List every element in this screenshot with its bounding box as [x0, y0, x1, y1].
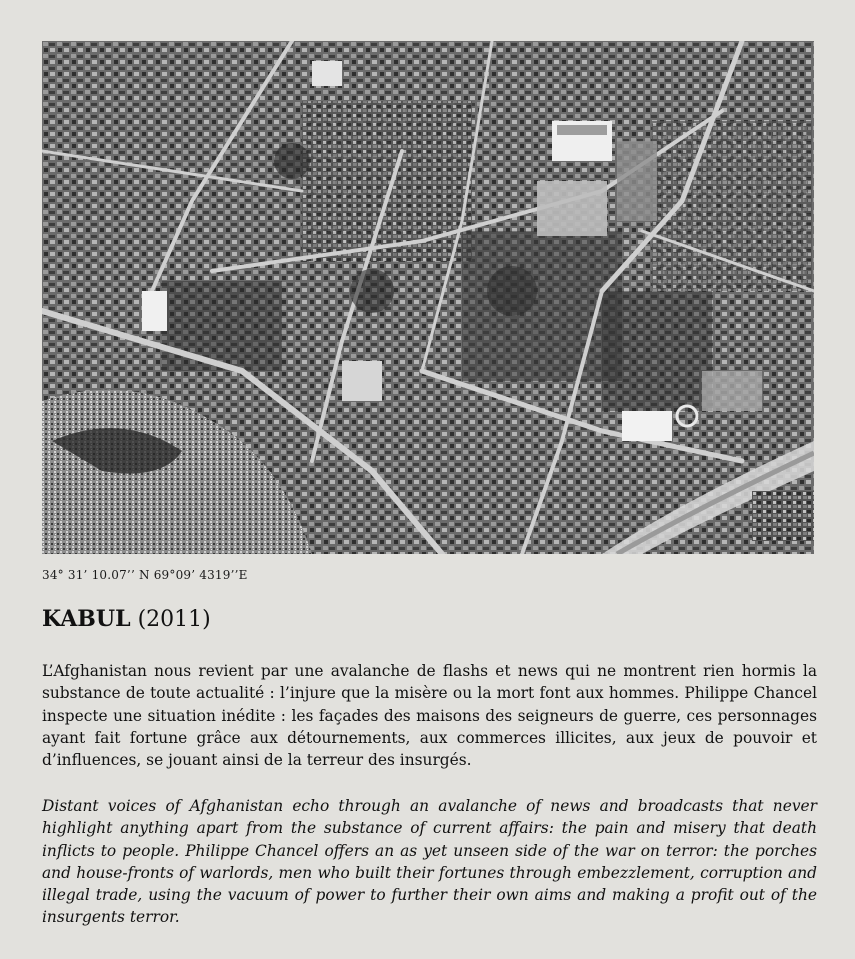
description-english: Distant voices of Afghanistan echo through an avalanche of news and broadcasts that never highlight anything apart from the substance of current affairs: the pain and misery that death inflicts to people. Philippe Chancel offers an as yet unseen side of the war on terror: the porches and house-fronts of warlords, men who built their fortunes through embezzlement, corruption and illegal trade, using the vacuum of power to further their own aims and making a profit out of the insurgents terror.	[42, 797, 817, 927]
page-title	[42, 606, 211, 632]
gps-coordinates: 34° 31’ 10.07’’ N 69°09’ 4319’’E	[42, 568, 248, 582]
kabul-satellite-photo	[42, 41, 814, 554]
title-city: KABUL	[42, 606, 131, 632]
aerial-image	[42, 41, 814, 554]
description-french: L’Afghanistan nous revient par une avalanche de flashs et news qui ne montrent rien hormis la substance de toute actualité : l’injure que la misère ou la mort font aux hommes. Philippe Chancel inspecte une situation inédite : les façades des maisons des seigneurs de guerre, ces personnages ayant fait fortune grâce aux détournements, aux commerces illicites, aux jeux de pouvoir et d’influences, se jouant ainsi de la terreur des insurgés.	[42, 662, 817, 770]
title-year: (2011)	[137, 607, 211, 632]
